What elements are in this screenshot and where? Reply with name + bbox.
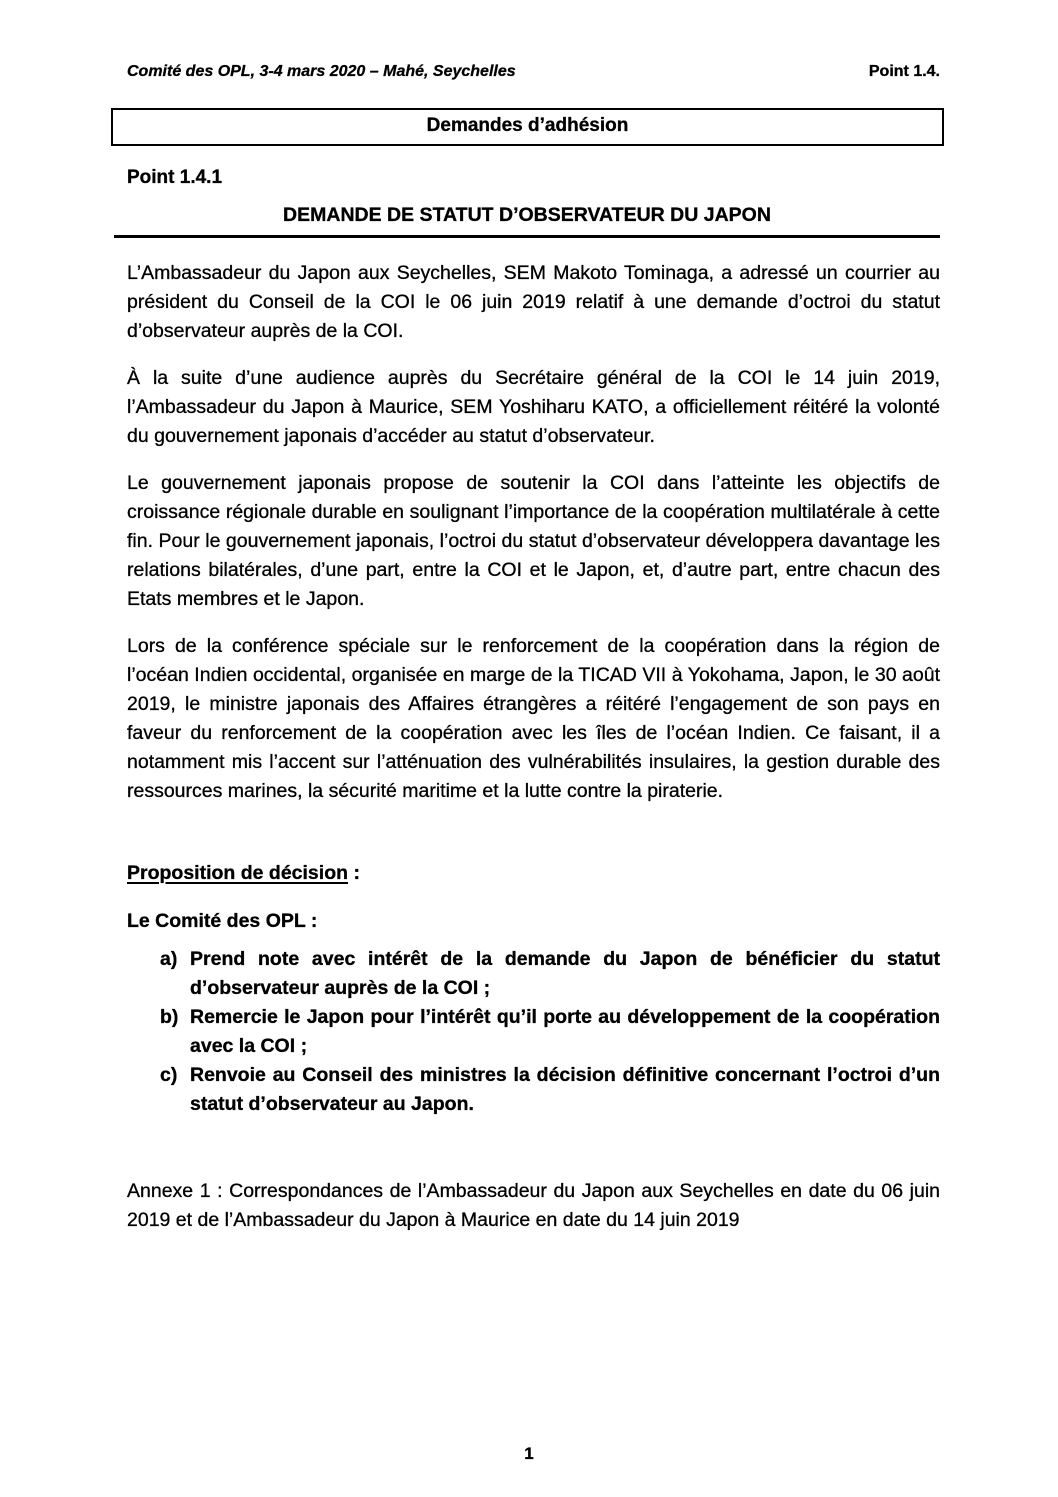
committee-intro: Le Comité des OPL : (127, 910, 318, 932)
header-point-ref: Point 1.4. (868, 63, 940, 80)
decision-item-marker: b) (160, 1006, 179, 1028)
point-label: Point 1.4.1 (127, 167, 223, 188)
decision-item-marker: c) (160, 1064, 178, 1086)
decision-item-text: Prend note avec intérêt de la demande du Japon de bénéficier du statut d’observateur auprès de la COI ; (190, 948, 940, 999)
page-header (127, 63, 940, 81)
page-number: 1 (524, 1444, 534, 1463)
decision-item (127, 945, 940, 1003)
body-paragraph-3: Le gouvernement japonais propose de soutenir la COI dans l’atteinte les objectifs de croissance régionale durable en soulignant l’importance de la coopération multilatérale à cette fin. Pour le gouvernement japonais, l’octroi du statut d’observateur développera davantage les relations bilatérales, d’une part, entre la COI et le Japon, et, d’autre part, entre chacun des Etats membres et le Japon. (127, 472, 940, 610)
document-title: DEMANDE DE STATUT D’OBSERVATEUR DU JAPON (114, 204, 940, 238)
body-paragraph-4: Lors de la conférence spéciale sur le renforcement de la coopération dans la région de l’océan Indien occidental, organisée en marge de la TICAD VII à Yokohama, Japon, le 30 août 2019, le ministre japonais des Affaires étrangères a réitéré l’engagement de son pays en faveur du renforcement de la coopération avec les îles de l’océan Indien. Ce faisant, il a notamment mis l’accent sur l’atténuation des vulnérabilités insulaires, la gestion durable des ressources marines, la sécurité maritime et la lutte contre la piraterie. (127, 635, 940, 802)
decision-item-marker: a) (160, 948, 178, 970)
decision-heading-colon: : (348, 862, 360, 884)
decision-list (127, 945, 940, 1119)
annex-note: Annexe 1 : Correspondances de l’Ambassadeur du Japon aux Seychelles en date du 06 juin 2019 et de l’Ambassadeur du Japon à Maurice en date du 14 juin 2019 (127, 1180, 940, 1231)
decision-item-text: Remercie le Japon pour l’intérêt qu’il porte au développement de la coopération avec la COI ; (190, 1006, 940, 1057)
header-meeting-info: Comité des OPL, 3-4 mars 2020 – Mahé, Seychelles (127, 63, 516, 80)
decision-heading-text: Proposition de décision (127, 862, 349, 884)
decision-item (127, 1061, 940, 1119)
section-box-title: Demandes d’adhésion (111, 108, 944, 146)
body-paragraph-1: L’Ambassadeur du Japon aux Seychelles, SEM Makoto Tominaga, a adressé un courrier au président du Conseil de la COI le 06 juin 2019 relatif à une demande d’octroi du statut d’observateur auprès de la COI. (127, 262, 940, 342)
decision-heading (127, 862, 940, 885)
decision-item-text: Renvoie au Conseil des ministres la décision définitive concernant l’octroi d’un statut d’observateur au Japon. (190, 1064, 940, 1115)
decision-item (127, 1003, 940, 1061)
body-paragraph-2: À la suite d’une audience auprès du Secrétaire général de la COI le 14 juin 2019, l’Ambassadeur du Japon à Maurice, SEM Yoshiharu KATO, a officiellement réitéré la volonté du gouvernement japonais d’accéder au statut d’observateur. (127, 367, 940, 447)
